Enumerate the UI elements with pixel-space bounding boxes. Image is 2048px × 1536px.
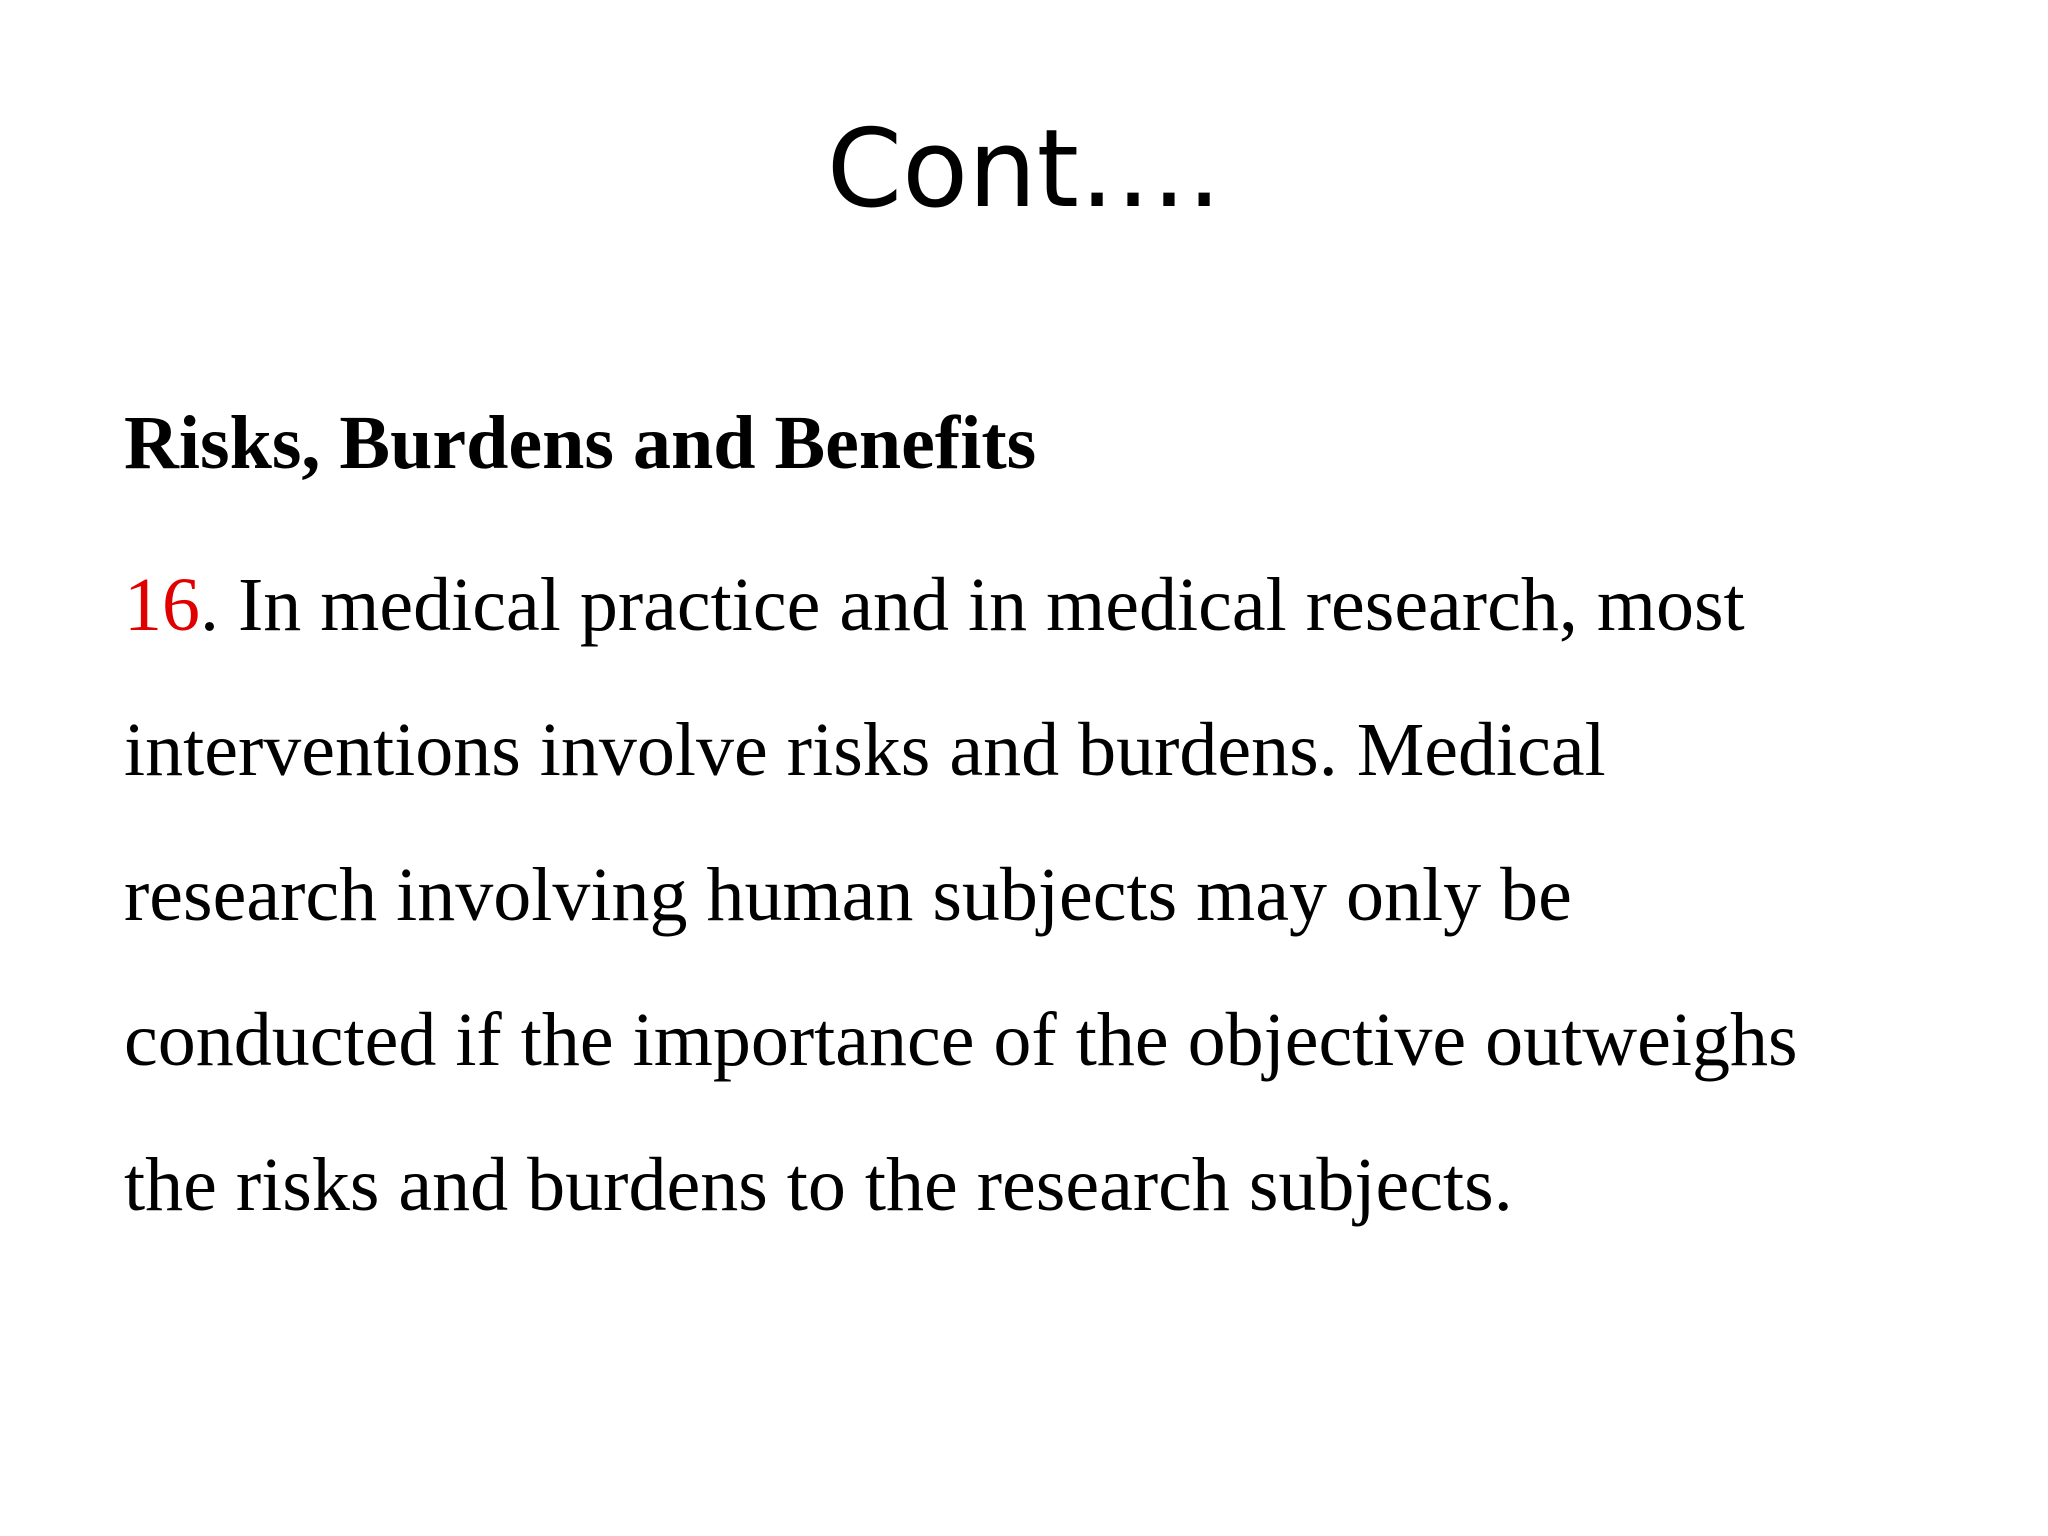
principle-number: 16: [124, 563, 200, 647]
slide-content: [124, 395, 1964, 1258]
paragraph-line: the risks and burdens to the research subjects.: [124, 1143, 1513, 1227]
paragraph-line: interventions involve risks and burdens. Medical: [124, 708, 1606, 792]
paragraph-line: [124, 533, 1964, 678]
paragraph-line: research involving human subjects may only be: [124, 853, 1572, 937]
section-heading: Risks, Burdens and Benefits: [124, 401, 1037, 485]
principle-paragraph: [124, 533, 1964, 1258]
paragraph-line-text: . In medical practice and in medical research, most: [200, 563, 1745, 647]
slide-title: Cont….: [826, 107, 1222, 232]
paragraph-line: conducted if the importance of the objective outweighs: [124, 998, 1798, 1082]
